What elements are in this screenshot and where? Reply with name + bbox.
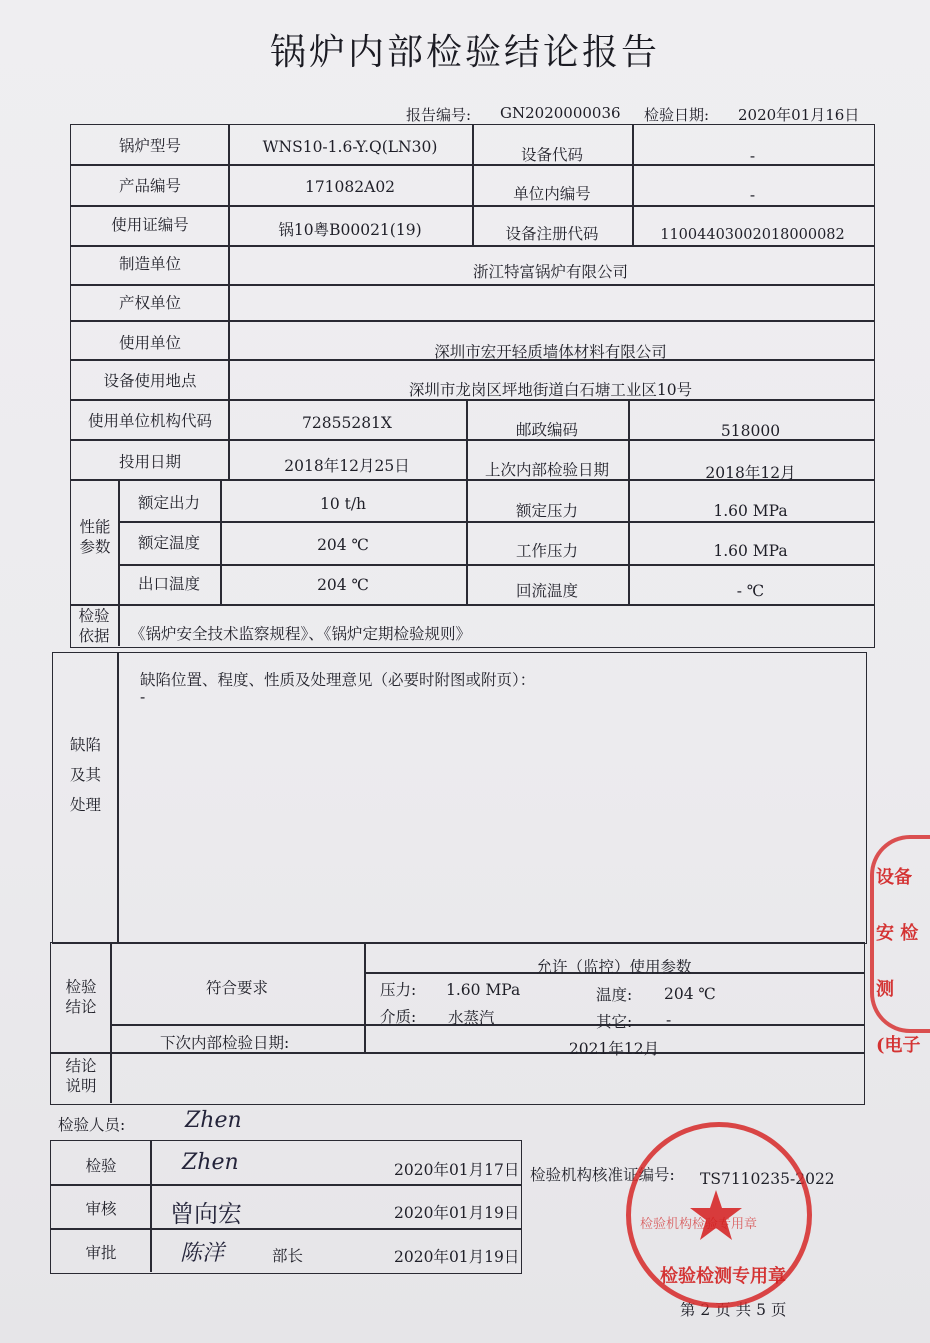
last-inspect-label: 上次内部检验日期 [484,461,609,479]
unit-internal-no: - [749,186,756,204]
pressure: 1.60 MPa [446,981,521,999]
inspector-label: 检验人员: [58,1116,126,1134]
report-no: GN2020000036 [500,104,621,122]
commission-date-label: 投用日期 [118,453,181,471]
sign-label-review: 审核 [85,1200,117,1218]
boiler-model: WNS10-1.6-Y.Q(LN30) [262,138,438,156]
medium-label: 介质: [380,1008,417,1026]
defect-table [52,652,867,944]
basis: 《锅炉安全技术监察规程》、《锅炉定期检验规则》 [130,625,472,643]
approve-title: 部长 [272,1247,304,1265]
reg-code: 11004403002018000082 [660,227,845,243]
permit-no: 锅10粤B00021(19) [278,221,422,239]
rated-output: 10 t/h [319,495,367,513]
device-code: - [749,147,756,165]
check-date: 2020年01月17日 [394,1161,520,1179]
postcode: 518000 [720,422,781,440]
rated-temp-label: 额定温度 [137,534,200,552]
reg-code-label: 设备注册代码 [505,225,599,243]
work-pressure-label: 工作压力 [515,542,578,560]
rated-pressure-label: 额定压力 [515,502,578,520]
org-code: 72855281X [302,414,392,432]
postcode-label: 邮政编码 [515,421,578,439]
commission-date: 2018年12月25日 [284,457,410,475]
inspector-signature: Zhen [185,1108,242,1133]
sign-label-check: 检验 [85,1157,117,1175]
user: 深圳市宏开轻质墙体材料有限公司 [434,343,667,361]
permit-no-label: 使用证编号 [111,216,189,234]
approval-no: TS7110235-2022 [700,1170,835,1188]
medium: 水蒸汽 [448,1009,495,1027]
seal-main-text: 检验检测专用章 [660,1266,786,1287]
next-date-label: 下次内部检验日期: [160,1034,290,1052]
defect-label: 缺陷 及其 处理 [69,736,101,814]
approve-signature: 陈洋 [180,1241,225,1266]
outlet-temp: 204 ℃ [317,576,369,594]
location-label: 设备使用地点 [103,372,197,390]
check-signature: Zhen [182,1150,239,1175]
conclusion: 符合要求 [205,979,268,997]
next-date: 2021年12月 [568,1040,660,1058]
sign-label-approve: 审批 [85,1244,117,1262]
user-label: 使用单位 [118,334,181,352]
rated-temp: 204 ℃ [317,536,369,554]
partial-seal-text: 设备安 检测 (电子 [876,867,921,1056]
unit-internal-no-label: 单位内编号 [513,185,591,203]
outlet-temp-label: 出口温度 [137,575,200,593]
page-count: 第 2 页 共 5 页 [680,1301,787,1319]
return-temp-label: 回流温度 [515,582,578,600]
manufacturer-label: 制造单位 [118,255,181,273]
conclusion-label: 检验 结论 [65,978,97,1016]
manufacturer: 浙江特富锅炉有限公司 [472,263,628,281]
report-no-label: 报告编号: [406,106,472,124]
note-label: 结论 说明 [65,1057,97,1095]
performance-label: 性能 参数 [79,518,111,556]
inspect-date: 2020年01月16日 [738,106,860,124]
work-pressure: 1.60 MPa [713,542,788,560]
approval-no-label: 检验机构核准证编号: [530,1166,675,1184]
pressure-label: 压力: [380,981,417,999]
rated-output-label: 额定出力 [137,494,200,512]
temp: 204 ℃ [664,985,716,1003]
temp-label: 温度: [596,986,633,1004]
page-title: 锅炉内部检验结论报告 [269,32,660,73]
location: 深圳市龙岗区坪地街道白石塘工业区10号 [408,381,693,399]
product-no: 171082A02 [304,178,396,196]
boiler-model-label: 锅炉型号 [118,137,181,155]
review-signature: 曾向宏 [170,1200,242,1228]
allowed-params-title: 允许（监控）使用参数 [536,958,692,976]
product-no-label: 产品编号 [118,177,181,195]
basis-label: 检验 依据 [78,607,110,645]
inspect-date-label: 检验日期: [644,106,710,124]
approve-date: 2020年01月19日 [394,1248,520,1266]
device-code-label: 设备代码 [520,146,583,164]
defect-text: - [140,688,146,706]
owner-label: 产权单位 [118,294,181,312]
rated-pressure: 1.60 MPa [713,502,788,520]
org-code-label: 使用单位机构代码 [87,412,212,430]
other-label: 其它: [596,1013,633,1031]
review-date: 2020年01月19日 [394,1204,520,1222]
seal-side-text: 检验机构检验专用章 [640,1217,758,1232]
defect-heading: 缺陷位置、程度、性质及处理意见（必要时附图或附页）： [140,671,536,689]
last-inspect: 2018年12月 [705,464,796,482]
return-temp: - ℃ [736,582,765,600]
other: - [666,1011,672,1029]
